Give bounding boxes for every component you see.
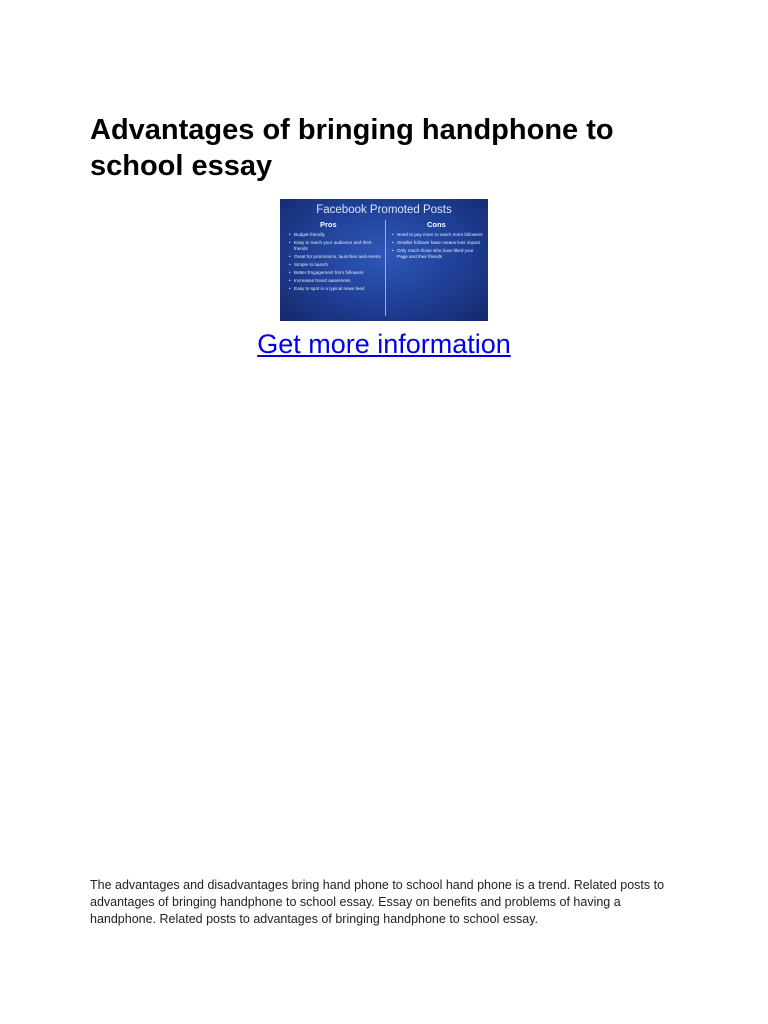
- page-title: Advantages of bringing handphone to school essay: [90, 114, 614, 182]
- slide-title: Facebook Promoted Posts: [316, 204, 452, 216]
- cons-item: • Need to pay more to reach more followers: [392, 232, 484, 238]
- cons-item: • Only reach those who have liked your Page and their friends: [392, 248, 484, 259]
- pros-item: • Budget-friendly: [289, 232, 381, 238]
- body-paragraph: The advantages and disadvantages bring hand phone to school hand phone is a trend. Related posts to advantages of bringing handphone to school essay. Essay on benefits and problems of having a handphone. Related posts to advantages of bringing handphone to school essay.: [90, 878, 665, 927]
- pros-item: • Easy to spot in a typical news feed: [289, 286, 381, 292]
- pros-item: • Simple to launch: [289, 262, 381, 268]
- pros-heading: Pros: [320, 220, 337, 229]
- pros-list: [289, 232, 381, 294]
- get-more-information-link[interactable]: Get more information: [257, 329, 511, 359]
- column-divider: [385, 220, 386, 316]
- cons-item: • Smaller follower base means less impact: [392, 240, 484, 246]
- cons-heading: Cons: [427, 220, 446, 229]
- pros-item: • Great for promotions, launches and events: [289, 254, 381, 260]
- pros-item: • Easy to reach your audience and their friends: [289, 240, 381, 251]
- cons-list: [392, 232, 484, 262]
- pros-item: • Better Engagement from followers: [289, 270, 381, 276]
- more-info-link-container: [0, 327, 768, 361]
- pros-cons-slide-image: [280, 199, 488, 321]
- pros-item: • Increases brand awareness: [289, 278, 381, 284]
